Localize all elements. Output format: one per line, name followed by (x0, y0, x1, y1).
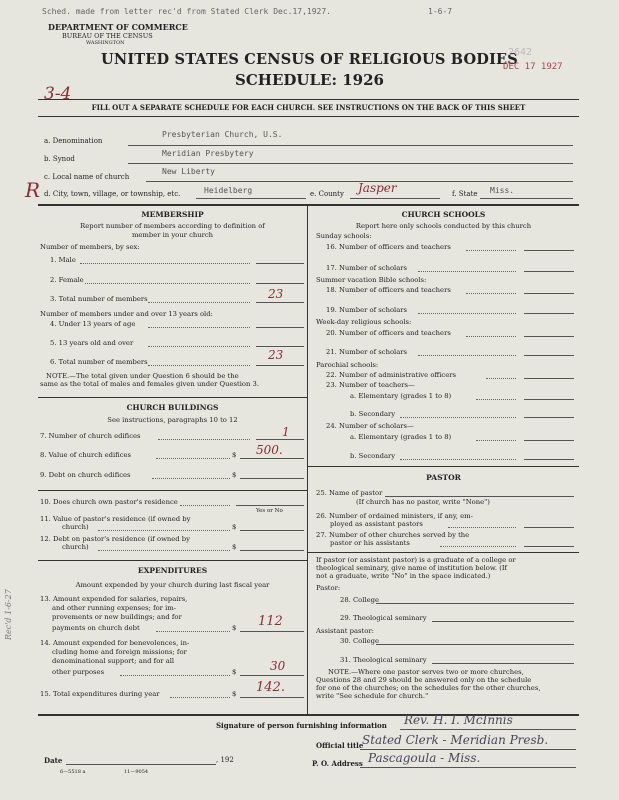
q25-label: 25. Name of pastor (316, 489, 383, 497)
signature-label: Signature of person furnishing information (216, 721, 387, 730)
q13-dots (156, 631, 230, 632)
expenditures-title: EXPENDITURES (137, 566, 208, 575)
parochial-heading: Parochial schools: (316, 361, 379, 369)
summer-heading: Summer vacation Bible schools: (316, 276, 427, 284)
graduate-rule (308, 552, 579, 553)
q9-field[interactable] (240, 478, 304, 479)
q1-dots (80, 263, 250, 264)
q10-field[interactable] (236, 505, 304, 506)
q15-dots (170, 697, 230, 698)
q23a-label: a. Elementary (grades 1 to 8) (350, 392, 452, 400)
q3-field[interactable] (256, 302, 304, 303)
buildings-title: CHURCH BUILDINGS (126, 403, 219, 412)
q8-field[interactable] (240, 458, 304, 459)
department: DEPARTMENT OF COMMERCE (48, 22, 188, 32)
q13-label-b: and other running expenses; for im- (52, 604, 177, 612)
q11-field[interactable] (240, 530, 304, 531)
main-top-rule (38, 204, 579, 206)
county-line (350, 198, 440, 199)
q3-label: 3. Total number of members (50, 295, 148, 303)
buildings-sub: See instructions, paragraphs 10 to 12 (107, 416, 238, 424)
assistant-heading: Assistant pastor: (316, 627, 374, 635)
pastor-note3: for one of the churches; on the schedules for the other churches, (316, 684, 541, 692)
membership-title: MEMBERSHIP (141, 210, 204, 219)
q11-label-b: church) (62, 523, 89, 531)
q1-field[interactable] (256, 263, 304, 264)
buildings-rule (38, 397, 307, 398)
stamp-number: 2642 (508, 47, 533, 58)
instruction-text: FILL OUT A SEPARATE SCHEDULE FOR EACH CHURCH. SEE INSTRUCTIONS ON THE BACK OF THIS SHEET (91, 103, 526, 112)
q15-value[interactable]: 142. (256, 680, 285, 695)
date-label: Date (44, 756, 63, 765)
q23a-field[interactable] (524, 399, 574, 400)
q23b-label: b. Secondary (350, 410, 396, 418)
city-label: d. City, town, village, or township, etc. (44, 190, 181, 198)
county-value[interactable]: Jasper (358, 181, 397, 195)
q7-value[interactable]: 1 (282, 425, 290, 439)
q14-label-c: denominational support; and for all (52, 657, 175, 665)
denomination-label: a. Denomination (44, 137, 103, 145)
q16-label: 16. Number of officers and teachers (326, 243, 451, 251)
q19-label: 19. Number of scholars (326, 306, 408, 314)
expenditures-rule (38, 560, 307, 561)
q24a-dots (476, 440, 516, 441)
pastor-title: PASTOR (426, 473, 461, 482)
q20-field[interactable] (524, 336, 574, 337)
q9-label: 9. Debt on church edifices (40, 471, 131, 479)
washington: WASHINGTON (86, 40, 125, 46)
q8-dollar: $ (232, 451, 237, 459)
date-line[interactable] (66, 764, 216, 765)
q14-label-b: cluding home and foreign missions; for (52, 648, 187, 656)
q6-field[interactable] (256, 365, 304, 366)
margin-mark: R (25, 178, 41, 202)
q5-label: 5. 13 years old and over (50, 339, 134, 347)
q12-field[interactable] (240, 550, 304, 551)
q2-dots (85, 283, 250, 284)
q16-field[interactable] (524, 250, 574, 251)
top-note-date: 1-6-7 (428, 7, 453, 16)
denomination-value[interactable]: Presbyterian Church, U.S. (162, 130, 283, 139)
q24b-dots (400, 459, 516, 460)
q27-label-b: pastor or his assistants (330, 539, 410, 547)
local-name-label: c. Local name of church (44, 173, 130, 181)
q3-value[interactable]: 23 (268, 287, 284, 301)
membership-note1: NOTE.—The total given under Question 6 should be the (46, 372, 239, 380)
q19-field[interactable] (524, 313, 574, 314)
column-divider (307, 205, 308, 714)
q12-label-a: 12. Debt on pastor's residence (if owned by (40, 535, 190, 543)
q12-dollar: $ (232, 543, 237, 551)
q23b-field[interactable] (524, 417, 574, 418)
q12-dots (98, 550, 230, 551)
q25-field[interactable] (385, 496, 574, 497)
q8-label: 8. Value of church edifices (40, 451, 132, 459)
stamp-date: DEC 17 1927 (503, 62, 563, 72)
q14-field[interactable] (240, 675, 304, 676)
q24a-label: a. Elementary (grades 1 to 8) (350, 433, 452, 441)
q21-dots (418, 355, 516, 356)
q29-label: 29. Theological seminary (340, 614, 427, 622)
q13-label-c: provements or new buildings; and for (52, 613, 182, 621)
q31-field[interactable] (432, 663, 574, 664)
membership-sub1: Report number of members according to definition of (80, 222, 265, 230)
q2-field[interactable] (256, 283, 304, 284)
official-title-line (360, 749, 576, 750)
pastor-note4: write "See schedule for church." (316, 692, 429, 700)
graduate-line2: theological seminary, give name of institution below. (If (316, 564, 508, 572)
q28-label: 28. College (340, 596, 380, 604)
q23-label: 23. Number of teachers— (326, 381, 415, 389)
q17-field[interactable] (524, 271, 574, 272)
q31-label: 31. Theological seminary (340, 656, 427, 664)
po-address-line (360, 767, 576, 768)
q5-field[interactable] (256, 346, 304, 347)
q10-label: 10. Does church own pastor's residence (40, 498, 178, 506)
q26-label-a: 26. Number of ordained ministers, if any, em- (316, 512, 473, 520)
schools-sub: Report here only schools conducted by this church (355, 222, 532, 230)
pastor-note1: NOTE.—Where one pastor serves two or more churches, (328, 668, 524, 676)
schools-title: CHURCH SCHOOLS (401, 210, 486, 219)
city-line (196, 198, 306, 199)
q22-label: 22. Number of administrative officers (326, 371, 456, 379)
q13-field[interactable] (240, 631, 304, 632)
form-number: 6—5518 a (60, 769, 86, 775)
q18-dots (466, 293, 516, 294)
q15-label: 15. Total expenditures during year (40, 690, 160, 698)
q13-dollar: $ (232, 624, 237, 632)
graduate-line1: If pastor (or assistant pastor) is a graduate of a college or (316, 556, 516, 564)
q30-label: 30. College (340, 637, 380, 645)
po-address-label: P. O. Address (312, 759, 363, 768)
q11-dollar: $ (232, 523, 237, 531)
q26-dots (448, 527, 516, 528)
form-number-2: 11—9054 (124, 769, 149, 775)
q27-dots (440, 546, 516, 547)
q26-field[interactable] (524, 527, 574, 528)
local-name-value[interactable]: New Liberty (162, 167, 215, 176)
q4-dots (148, 327, 250, 328)
q13-value[interactable]: 112 (258, 614, 283, 629)
q14-value[interactable]: 30 (270, 659, 286, 673)
q25-note: (If church has no pastor, write "None") (356, 498, 490, 506)
q14-dots (120, 675, 230, 676)
yes-no-hint: Yes or No (256, 508, 283, 514)
q2-label: 2. Female (50, 276, 84, 284)
q7-dots (158, 439, 250, 440)
q10-dots (180, 505, 230, 506)
city-value[interactable]: Heidelberg (204, 186, 253, 195)
state-line (480, 198, 573, 199)
bureau: BUREAU OF THE CENSUS (62, 32, 153, 40)
q7-field[interactable] (256, 439, 304, 440)
q18-label: 18. Number of officers and teachers (326, 286, 451, 294)
q20-label: 20. Number of officers and teachers (326, 329, 451, 337)
county-label: e. County (310, 190, 344, 198)
schedule-title: SCHEDULE: 1926 (235, 71, 384, 89)
q27-label-a: 27. Number of other churches served by the (316, 531, 470, 539)
q3-dots (148, 302, 250, 303)
q28-field[interactable] (376, 603, 574, 604)
q4-label: 4. Under 13 years of age (50, 320, 136, 328)
q11-dots (98, 530, 230, 531)
q22-field[interactable] (524, 378, 574, 379)
q17-dots (418, 271, 516, 272)
q14-label-d: other purposes (52, 668, 105, 676)
q14-label-a: 14. Amount expended for benevolences, in- (40, 639, 190, 647)
q23a-dots (476, 399, 516, 400)
membership-by-sex: Number of members, by sex: (40, 243, 140, 251)
q21-field[interactable] (524, 355, 574, 356)
age-intro: Number of members under and over 13 years old: (40, 310, 213, 318)
q15-field[interactable] (240, 697, 304, 698)
q15-dollar: $ (232, 690, 237, 698)
q23b-dots (400, 417, 516, 418)
synod-line (128, 163, 573, 164)
handwritten-code: 3-4 (44, 84, 72, 104)
denomination-line (128, 145, 573, 146)
official-title-value[interactable]: Stated Clerk - Meridian Presb. (362, 733, 549, 747)
q24b-field[interactable] (524, 459, 574, 460)
q24a-field[interactable] (524, 440, 574, 441)
q21-label: 21. Number of scholars (326, 348, 408, 356)
state-value[interactable]: Miss. (490, 186, 515, 195)
pastor-rule (308, 466, 579, 467)
q24-label: 24. Number of scholars— (326, 422, 414, 430)
q13-label-d: payments on church debt (52, 624, 140, 632)
q6-dots (148, 365, 250, 366)
q9-dollar: $ (232, 471, 237, 479)
membership-sub2: member in your church (131, 231, 214, 239)
date-year: , 192 (216, 756, 234, 764)
q7-label: 7. Number of church edifices (40, 432, 141, 440)
q20-dots (466, 336, 516, 337)
q18-field[interactable] (524, 293, 574, 294)
q6-value[interactable]: 23 (268, 348, 284, 362)
q4-field[interactable] (256, 327, 304, 328)
q9-dots (152, 478, 230, 479)
state-label: f. State (452, 190, 478, 198)
q12-label-b: church) (62, 543, 89, 551)
q16-dots (466, 250, 516, 251)
po-address-value[interactable]: Pascagoula - Miss. (368, 751, 481, 765)
q26-label-b: ployed as assistant pastors (330, 520, 423, 528)
side-pencil-note: Rec'd 1-6-27 (4, 589, 13, 640)
sunday-heading: Sunday schools: (316, 232, 372, 240)
pastor-note2: Questions 28 and 29 should be answered only on the schedule (316, 676, 532, 684)
q6-label: 6. Total number of members (50, 358, 148, 366)
q13-label-a: 13. Amount expended for salaries, repairs, (40, 595, 188, 603)
top-note: Sched. made from letter rec'd from Stated Clerk Dec.17,1927. (42, 7, 331, 16)
q30-field[interactable] (376, 644, 574, 645)
expenditures-sub: Amount expended by your church during last fiscal year (75, 581, 270, 589)
q8-value[interactable]: 500. (256, 443, 283, 457)
form-title: UNITED STATES CENSUS OF RELIGIOUS BODIES (101, 51, 518, 68)
signature-value[interactable]: Rev. H. I. McInnis (404, 713, 513, 727)
q14-dollar: $ (232, 668, 237, 676)
q5-dots (148, 346, 250, 347)
q17-label: 17. Number of scholars (326, 264, 408, 272)
synod-value[interactable]: Meridian Presbytery (162, 149, 254, 158)
synod-label: b. Synod (44, 155, 75, 163)
graduate-line3: not a graduate, write "No" in the space indicated.) (316, 572, 491, 580)
q22-dots (486, 378, 516, 379)
membership-note2: same as the total of males and females given under Question 3. (40, 380, 259, 388)
q27-field[interactable] (524, 546, 574, 547)
q19-dots (418, 313, 516, 314)
residence-rule (38, 490, 307, 491)
q11-label-a: 11. Value of pastor's residence (if owned by (40, 515, 191, 523)
q8-dots (156, 458, 230, 459)
q24b-label: b. Secondary (350, 452, 396, 460)
weekday-heading: Week-day religious schools: (316, 318, 412, 326)
signature-line (400, 729, 576, 730)
q29-field[interactable] (432, 621, 574, 622)
q1-label: 1. Male (50, 256, 76, 264)
pastor-heading: Pastor: (316, 584, 341, 592)
official-title-label: Official title (316, 741, 364, 750)
